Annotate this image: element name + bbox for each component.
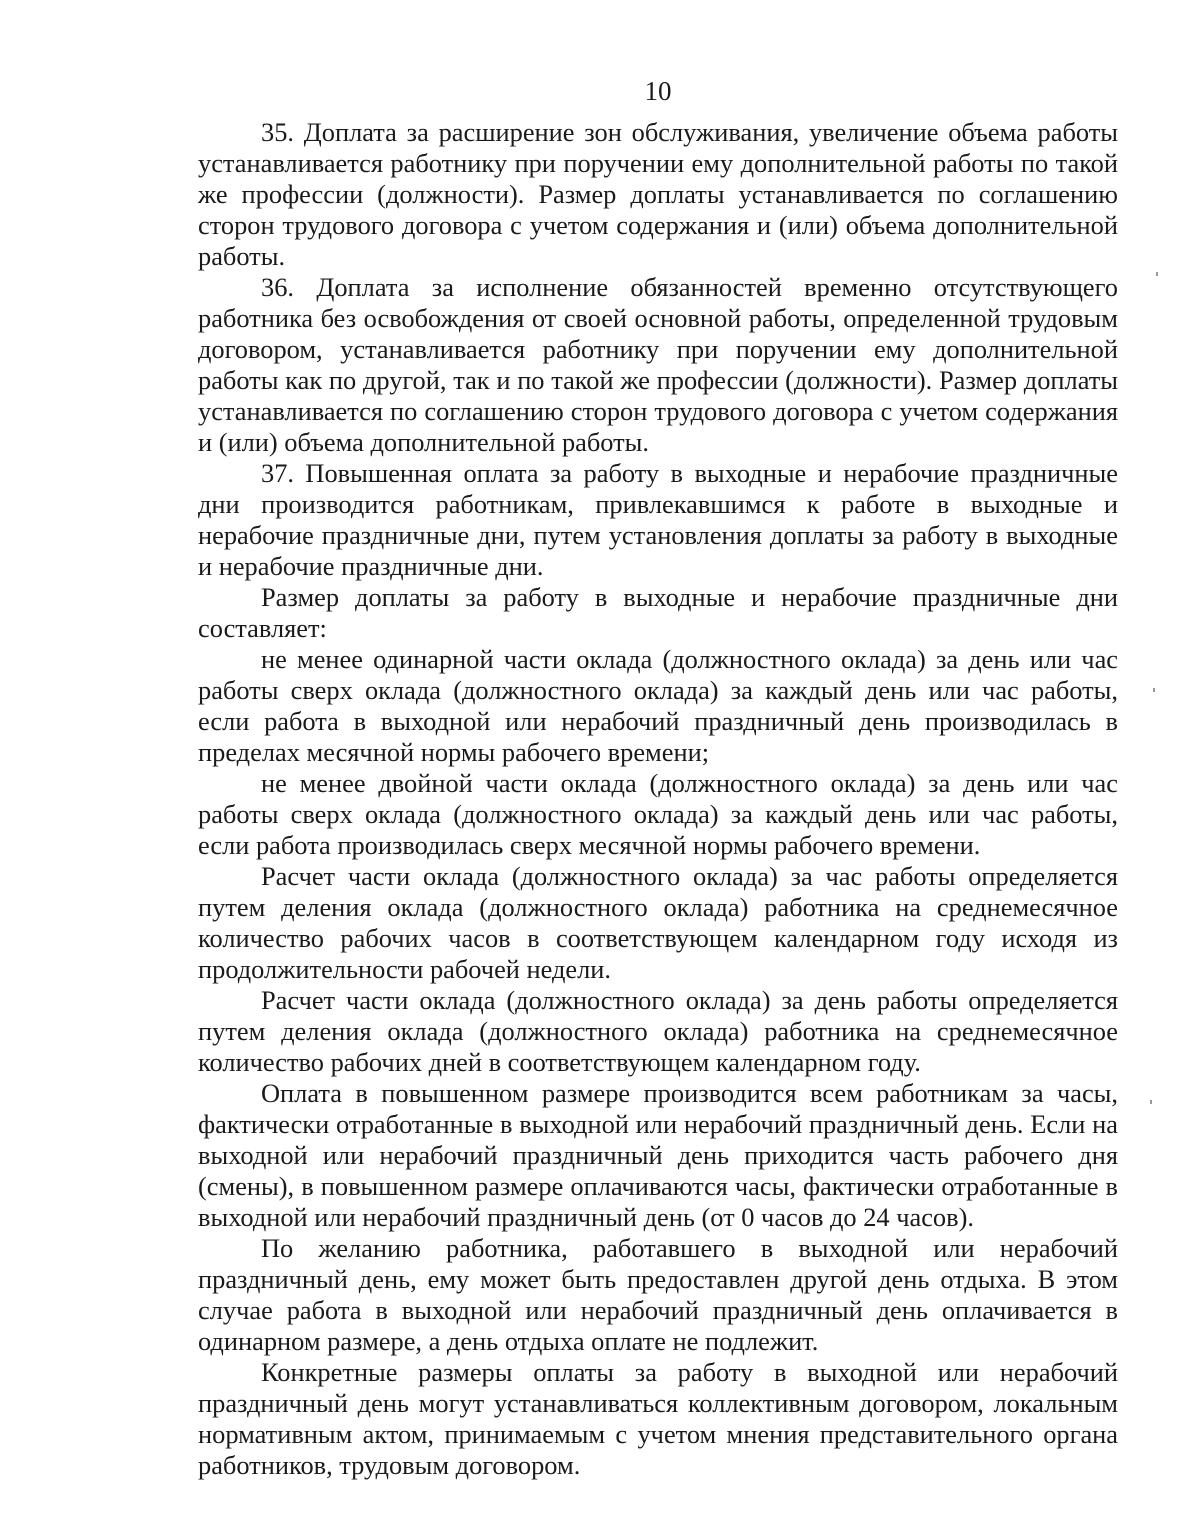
paragraph-payment-size: Размер доплаты за работу в выходные и нерабочие праздничные дни составляет: xyxy=(198,582,1118,643)
scan-speck xyxy=(1150,1100,1152,1104)
paragraph-daily-calculation: Расчет части оклада (должностного оклада) за день работы определяется путем деления оклада (должностного оклада) работника на среднемесячное количество рабочих дней в соответствующем календарном году. xyxy=(198,985,1118,1077)
paragraph-specific-amounts: Конкретные размеры оплаты за работу в выходной или нерабочий праздничный день могут устанавливаться коллективным договором, локальным нормативным актом, принимаемым с учетом мнения представительного органа работников, трудовым договором. xyxy=(198,1357,1118,1480)
paragraph-increased-payment: Оплата в повышенном размере производится всем работникам за часы, фактически отработанные в выходной или нерабочий праздничный день. Если на выходной или нерабочий праздничный день приходится часть рабочего дня (смены), в повышенном размере оплачиваются часы, фактически отработанные в выходной или нерабочий праздничный день (от 0 часов до 24 часов). xyxy=(198,1078,1118,1232)
paragraph-single-rate: не менее одинарной части оклада (должностного оклада) за день или час работы сверх оклада (должностного оклада) за каждый день или час работы, если работа в выходной или нерабочий праздничный день производилась в пределах месячной нормы рабочего времени; xyxy=(198,644,1118,767)
paragraph-37: 37. Повышенная оплата за работу в выходные и нерабочие праздничные дни производится работникам, привлекавшимся к работе в выходные и нерабочие праздничные дни, путем установления доплаты за работу в выходные и нерабочие праздничные дни. xyxy=(198,458,1118,581)
scan-speck xyxy=(1153,688,1155,692)
document-body xyxy=(198,117,1118,1481)
paragraph-day-off: По желанию работника, работавшего в выходной или нерабочий праздничный день, ему может быть предоставлен другой день отдыха. В этом случае работа в выходной или нерабочий праздничный день оплачивается в одинарном размере, а день отдыха оплате не подлежит. xyxy=(198,1233,1118,1356)
paragraph-36: 36. Доплата за исполнение обязанностей временно отсутствующего работника без освобождения от своей основной работы, определенной трудовым договором, устанавливается работнику при поручении ему дополнительной работы как по другой, так и по такой же профессии (должности). Размер доплаты устанавливается по соглашению сторон трудового договора с учетом содержания и (или) объема дополнительной работы. xyxy=(198,272,1118,457)
paragraph-35: 35. Доплата за расширение зон обслуживания, увеличение объема работы устанавливается работнику при поручении ему дополнительной работы по такой же профессии (должности). Размер доплаты устанавливается по соглашению сторон трудового договора с учетом содержания и (или) объема дополнительной работы. xyxy=(198,117,1118,271)
paragraph-hourly-calculation: Расчет части оклада (должностного оклада) за час работы определяется путем деления оклада (должностного оклада) работника на среднемесячное количество рабочих часов в соответствующем календарном году исходя из продолжительности рабочей недели. xyxy=(198,861,1118,984)
paragraph-double-rate: не менее двойной части оклада (должностного оклада) за день или час работы сверх оклада (должностного оклада) за каждый день или час работы, если работа производилась сверх месячной нормы рабочего времени. xyxy=(198,768,1118,860)
page-number: 10 xyxy=(644,76,672,106)
scan-speck xyxy=(1156,272,1158,276)
